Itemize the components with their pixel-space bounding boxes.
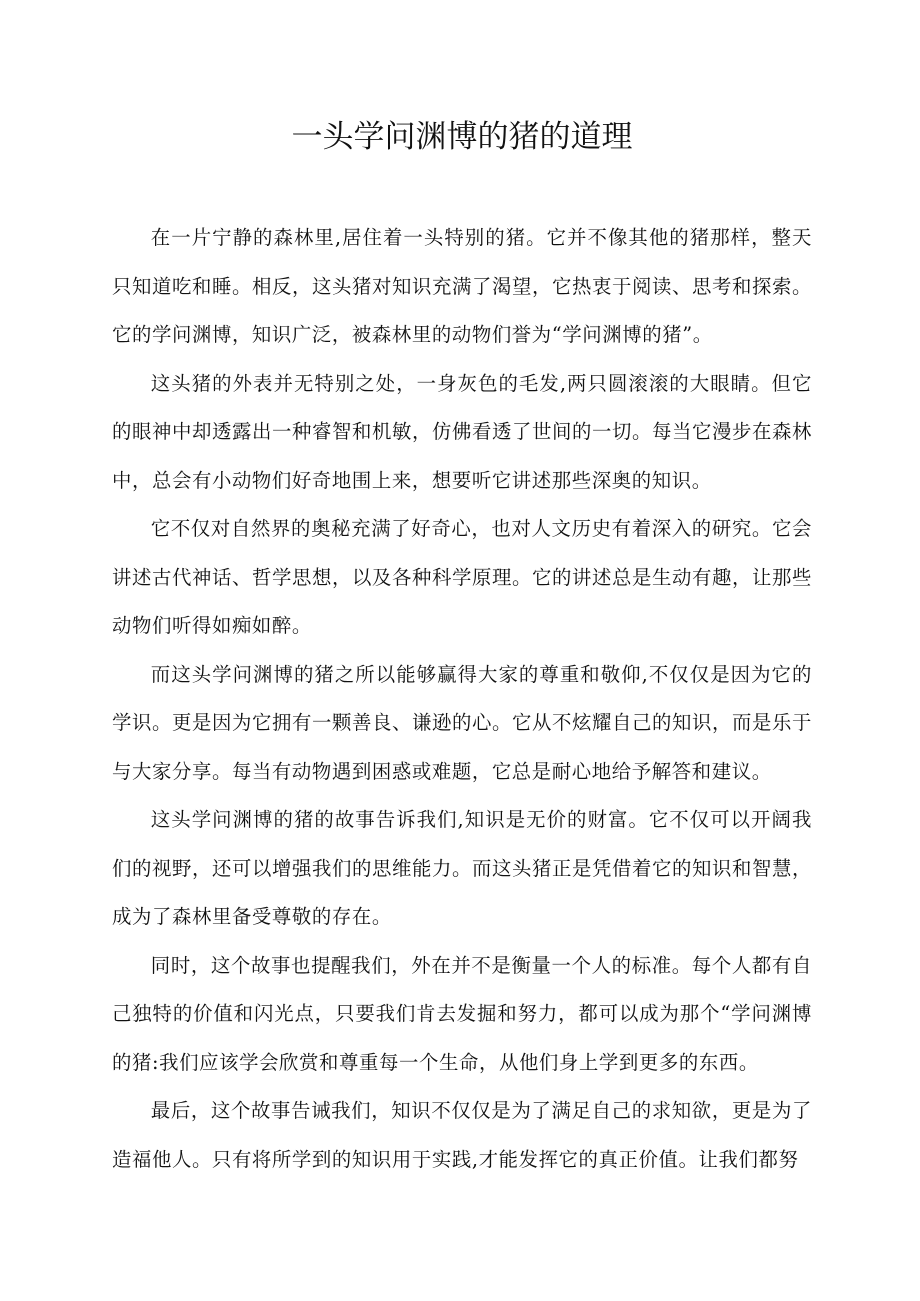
paragraph-7: 最后，这个故事告诫我们，知识不仅仅是为了满足自己的求知欲，更是为了造福他人。只有将所学到的知识用于实践,才能发挥它的真正价值。让我们都努 [112, 1099, 812, 1171]
paragraph-1: 在一片宁静的森林里,居住着一头特别的猪。它并不像其他的猪那样，整天只知道吃和睡。相反，这头猪对知识充满了渴望，它热衷于阅读、思考和探索。它的学问渊博，知识广泛，被森林里的动物们誉为“学问渊博的猪”。 [112, 226, 812, 346]
paragraph-6: 同时，这个故事也提醒我们，外在并不是衡量一个人的标准。每个人都有自己独特的价值和闪光点，只要我们肯去发掘和努力，都可以成为那个“学问渊博的猪:我们应该学会欣赏和尊重每一个生命，从他们身上学到更多的东西。 [112, 953, 812, 1074]
document-body [112, 214, 812, 1184]
paragraph-2: 这头猪的外表并无特别之处，一身灰色的毛发,两只圆滚滚的大眼睛。但它的眼神中却透露出一种睿智和机敏，仿佛看透了世间的一切。每当它漫步在森林中，总会有小动物们好奇地围上来，想要听它讲述那些深奥的知识。 [112, 371, 812, 492]
document-title: 一头学问渊博的猪的道理 [291, 119, 633, 155]
paragraph-5: 这头学问渊博的猪的故事告诉我们,知识是无价的财富。它不仅可以开阔我们的视野，还可以增强我们的思维能力。而这头猪正是凭借着它的知识和智慧，成为了森林里备受尊敬的存在。 [112, 808, 812, 928]
paragraph-4: 而这头学问渊博的猪之所以能够赢得大家的尊重和敬仰,不仅仅是因为它的学识。更是因为它拥有一颗善良、谦逊的心。它从不炫耀自己的知识，而是乐于与大家分享。每当有动物遇到困惑或难题，它总是耐心地给予解答和建议。 [112, 662, 812, 783]
paragraph-3: 它不仅对自然界的奥秘充满了好奇心，也对人文历史有着深入的研究。它会讲述古代神话、哲学思想，以及各种科学原理。它的讲述总是生动有趣，让那些动物们听得如痴如醉。 [112, 517, 812, 637]
